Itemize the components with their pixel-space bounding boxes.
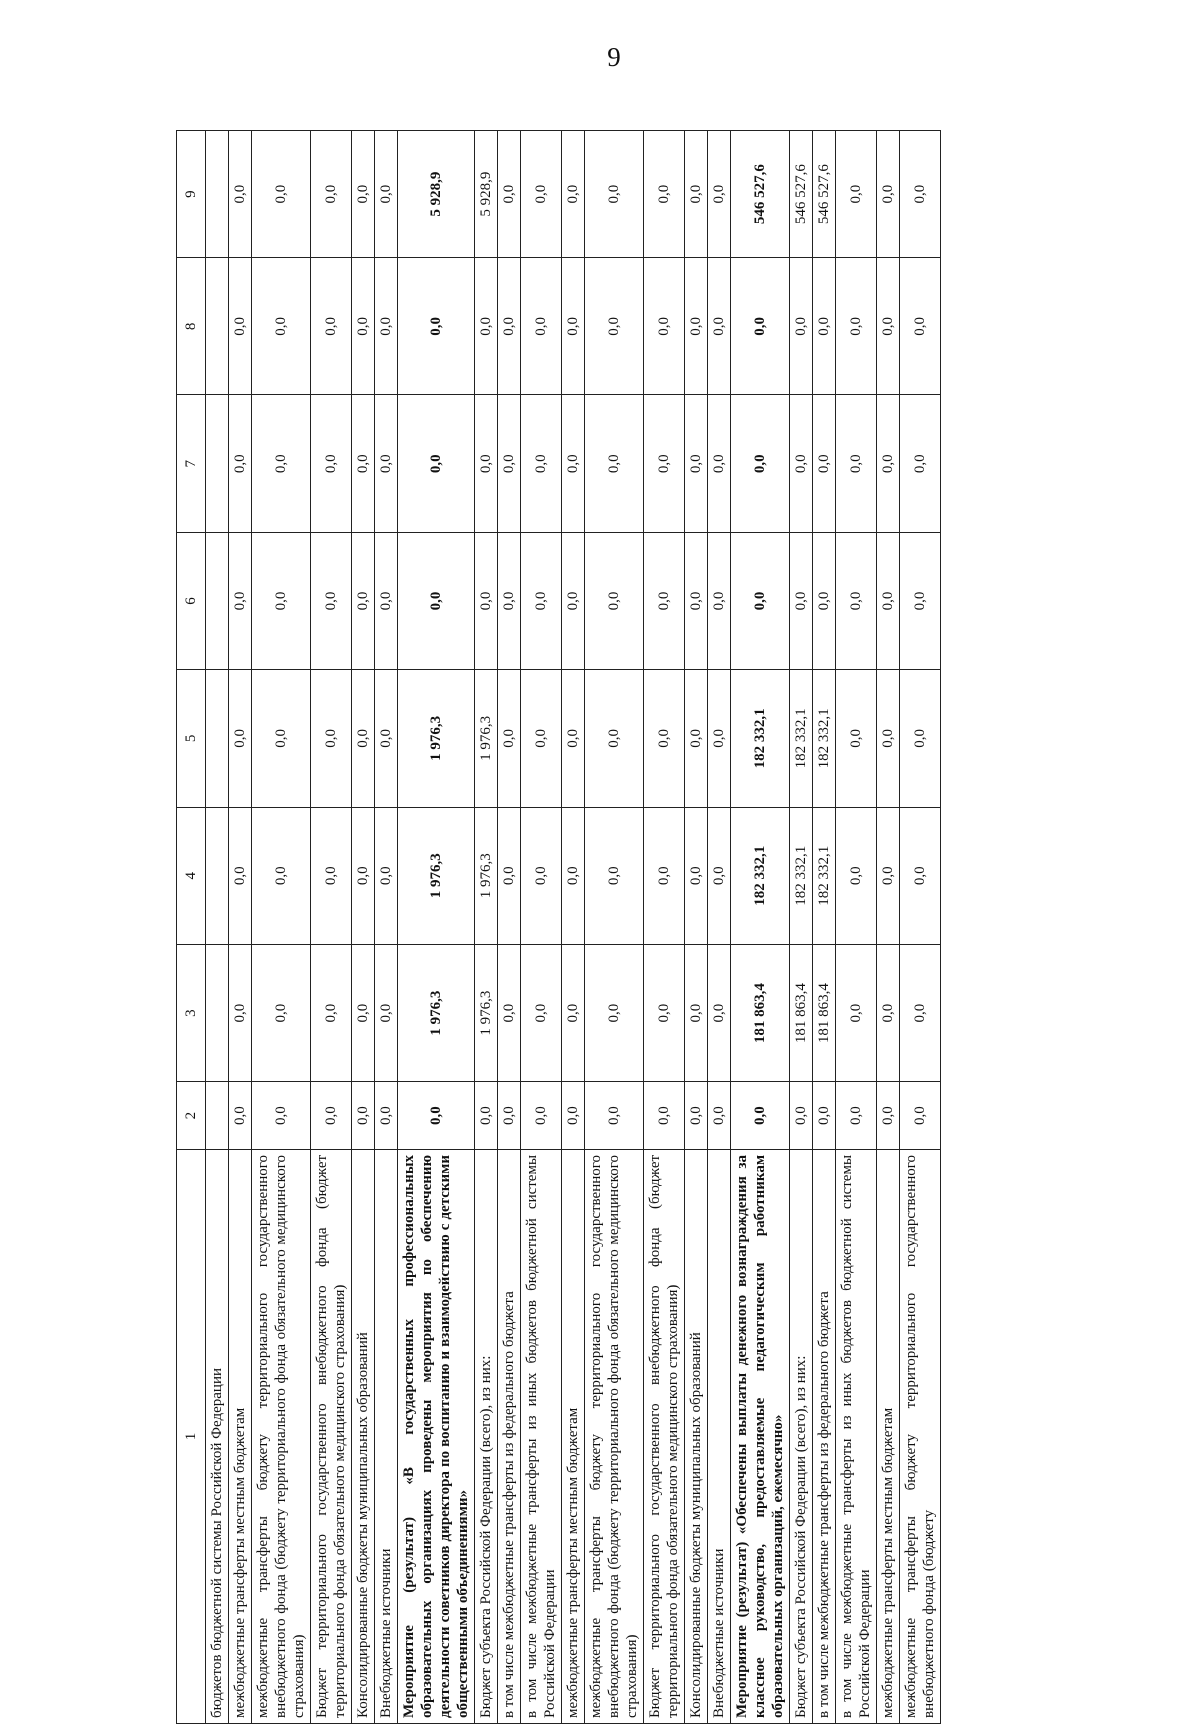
- value-cell: 0,0: [585, 1082, 644, 1150]
- value-cell: 0,0: [475, 1082, 498, 1150]
- value-cell: 0,0: [375, 395, 398, 532]
- row-label: в том числе межбюджетные трансферты из федерального бюджета: [813, 1149, 836, 1723]
- value-cell: 0,0: [877, 131, 900, 258]
- value-cell: 0,0: [311, 944, 352, 1081]
- header-cell: 5: [177, 670, 206, 807]
- value-cell: 0,0: [836, 1082, 877, 1150]
- value-cell: 0,0: [685, 131, 708, 258]
- value-cell: 0,0: [311, 807, 352, 944]
- value-cell: 0,0: [585, 807, 644, 944]
- row-label: межбюджетные трансферты бюджету территориального государственного внебюджетного фонда (бюджету территориального фонда обязательного медицинского страхования): [585, 1149, 644, 1723]
- row-label: межбюджетные трансферты местным бюджетам: [877, 1149, 900, 1723]
- value-cell: 182 332,1: [813, 807, 836, 944]
- header-cell: 6: [177, 532, 206, 669]
- value-cell: 0,0: [398, 395, 475, 532]
- row-label: Внебюджетные источники: [375, 1149, 398, 1723]
- value-cell: 0,0: [252, 1082, 311, 1150]
- value-cell: 0,0: [685, 258, 708, 395]
- value-cell: 0,0: [521, 258, 562, 395]
- value-cell: 0,0: [877, 944, 900, 1081]
- value-cell: 182 332,1: [813, 670, 836, 807]
- value-cell: 1 976,3: [475, 807, 498, 944]
- value-cell: 0,0: [585, 944, 644, 1081]
- value-cell: 1 976,3: [398, 944, 475, 1081]
- value-cell: 0,0: [731, 258, 790, 395]
- value-cell: 0,0: [644, 131, 685, 258]
- value-cell: 181 863,4: [790, 944, 813, 1081]
- table-row: [585, 131, 644, 1724]
- header-cell: 4: [177, 807, 206, 944]
- value-cell: 0,0: [352, 944, 375, 1081]
- value-cell: 0,0: [685, 532, 708, 669]
- value-cell: 0,0: [644, 1082, 685, 1150]
- value-cell: [206, 395, 229, 532]
- value-cell: 0,0: [685, 670, 708, 807]
- row-label: межбюджетные трансферты бюджету территориального государственного внебюджетного фонда (бюджету: [900, 1149, 941, 1723]
- value-cell: 0,0: [311, 131, 352, 258]
- table-row: [644, 131, 685, 1724]
- value-cell: 0,0: [498, 670, 521, 807]
- value-cell: 0,0: [813, 395, 836, 532]
- value-cell: 0,0: [311, 395, 352, 532]
- value-cell: 0,0: [252, 670, 311, 807]
- row-label: Мероприятие (результат) «В государственных профессиональных образовательных организациях проведены мероприятия по обеспечению деятельности советников директора по воспитанию и взаимодействию с детскими общественными объединениями»: [398, 1149, 475, 1723]
- value-cell: 5 928,9: [475, 131, 498, 258]
- value-cell: 0,0: [398, 258, 475, 395]
- value-cell: 0,0: [311, 532, 352, 669]
- value-cell: [206, 258, 229, 395]
- table-row: [475, 131, 498, 1724]
- table-row: [877, 131, 900, 1724]
- value-cell: 0,0: [836, 395, 877, 532]
- value-cell: 181 863,4: [731, 944, 790, 1081]
- table-row: [229, 131, 252, 1724]
- table-row: [900, 131, 941, 1724]
- value-cell: 0,0: [685, 944, 708, 1081]
- value-cell: 0,0: [685, 807, 708, 944]
- value-cell: [206, 532, 229, 669]
- value-cell: 0,0: [731, 532, 790, 669]
- value-cell: 0,0: [644, 258, 685, 395]
- value-cell: 0,0: [562, 395, 585, 532]
- row-label: межбюджетные трансферты местным бюджетам: [229, 1149, 252, 1723]
- value-cell: 182 332,1: [731, 807, 790, 944]
- value-cell: 0,0: [498, 807, 521, 944]
- value-cell: 0,0: [585, 395, 644, 532]
- value-cell: 0,0: [900, 944, 941, 1081]
- row-label: Консолидированные бюджеты муниципальных образований: [352, 1149, 375, 1723]
- value-cell: 0,0: [352, 131, 375, 258]
- value-cell: 0,0: [562, 1082, 585, 1150]
- value-cell: 0,0: [877, 807, 900, 944]
- value-cell: [206, 944, 229, 1081]
- value-cell: [206, 131, 229, 258]
- header-cell: 3: [177, 944, 206, 1081]
- value-cell: 1 976,3: [475, 670, 498, 807]
- value-cell: 1 976,3: [398, 807, 475, 944]
- header-row: [177, 131, 206, 1724]
- value-cell: 0,0: [352, 395, 375, 532]
- row-label: Мероприятие (результат) «Обеспечены выплаты денежного вознаграждения за классное руководство, предоставляемые педагогическим работникам образовательных организаций, ежемесячно»: [731, 1149, 790, 1723]
- header-cell: 1: [177, 1149, 206, 1723]
- header-cell: 8: [177, 258, 206, 395]
- row-label: Бюджет субъекта Российской Федерации (всего), из них:: [790, 1149, 813, 1723]
- value-cell: 0,0: [229, 532, 252, 669]
- table-row: [252, 131, 311, 1724]
- value-cell: 0,0: [731, 395, 790, 532]
- value-cell: 0,0: [498, 1082, 521, 1150]
- value-cell: 0,0: [562, 258, 585, 395]
- value-cell: 546 527,6: [813, 131, 836, 258]
- value-cell: 182 332,1: [731, 670, 790, 807]
- table-body: [206, 131, 941, 1724]
- value-cell: 0,0: [498, 944, 521, 1081]
- value-cell: 0,0: [562, 944, 585, 1081]
- value-cell: 0,0: [252, 395, 311, 532]
- value-cell: 0,0: [398, 532, 475, 669]
- value-cell: 0,0: [585, 670, 644, 807]
- value-cell: 546 527,6: [790, 131, 813, 258]
- table-row: [562, 131, 585, 1724]
- table-row: [731, 131, 790, 1724]
- value-cell: 0,0: [585, 258, 644, 395]
- value-cell: 0,0: [252, 131, 311, 258]
- value-cell: 0,0: [521, 670, 562, 807]
- value-cell: 0,0: [708, 807, 731, 944]
- value-cell: 0,0: [708, 944, 731, 1081]
- value-cell: 0,0: [708, 1082, 731, 1150]
- value-cell: 0,0: [813, 258, 836, 395]
- value-cell: 182 332,1: [790, 807, 813, 944]
- value-cell: 0,0: [836, 258, 877, 395]
- value-cell: 0,0: [685, 1082, 708, 1150]
- value-cell: 0,0: [644, 807, 685, 944]
- value-cell: 0,0: [252, 532, 311, 669]
- value-cell: 0,0: [475, 258, 498, 395]
- value-cell: 0,0: [252, 258, 311, 395]
- value-cell: 182 332,1: [790, 670, 813, 807]
- value-cell: 0,0: [731, 1082, 790, 1150]
- value-cell: 0,0: [644, 532, 685, 669]
- value-cell: 0,0: [562, 532, 585, 669]
- value-cell: 0,0: [836, 532, 877, 669]
- table-row: [813, 131, 836, 1724]
- value-cell: 0,0: [375, 532, 398, 669]
- value-cell: 0,0: [398, 1082, 475, 1150]
- value-cell: 0,0: [813, 1082, 836, 1150]
- value-cell: 0,0: [229, 670, 252, 807]
- table-row: [521, 131, 562, 1724]
- row-label: межбюджетные трансферты местным бюджетам: [562, 1149, 585, 1723]
- header-cell: 9: [177, 131, 206, 258]
- value-cell: 0,0: [311, 1082, 352, 1150]
- value-cell: 0,0: [252, 944, 311, 1081]
- value-cell: 1 976,3: [475, 944, 498, 1081]
- value-cell: 0,0: [900, 131, 941, 258]
- table-row: [398, 131, 475, 1724]
- value-cell: 0,0: [900, 532, 941, 669]
- value-cell: 0,0: [644, 944, 685, 1081]
- value-cell: 0,0: [521, 395, 562, 532]
- value-cell: 0,0: [521, 807, 562, 944]
- value-cell: 0,0: [644, 670, 685, 807]
- value-cell: 0,0: [252, 807, 311, 944]
- row-label: Консолидированные бюджеты муниципальных образований: [685, 1149, 708, 1723]
- value-cell: 0,0: [475, 532, 498, 669]
- value-cell: 0,0: [311, 670, 352, 807]
- table-row: [836, 131, 877, 1724]
- row-label: в том числе межбюджетные трансферты из федерального бюджета: [498, 1149, 521, 1723]
- value-cell: 0,0: [877, 1082, 900, 1150]
- table-row: [708, 131, 731, 1724]
- value-cell: 0,0: [790, 258, 813, 395]
- value-cell: 0,0: [375, 807, 398, 944]
- value-cell: 0,0: [521, 1082, 562, 1150]
- value-cell: 0,0: [790, 395, 813, 532]
- value-cell: 0,0: [229, 807, 252, 944]
- value-cell: 0,0: [229, 944, 252, 1081]
- value-cell: 0,0: [708, 395, 731, 532]
- row-label: в том числе межбюджетные трансферты из иных бюджетов бюджетной системы Российской Федерации: [521, 1149, 562, 1723]
- value-cell: 0,0: [877, 670, 900, 807]
- row-label: Бюджет территориального государственного внебюджетного фонда (бюджет территориального фонда обязательного медицинского страхования): [311, 1149, 352, 1723]
- value-cell: 0,0: [375, 944, 398, 1081]
- value-cell: 0,0: [877, 395, 900, 532]
- value-cell: 0,0: [790, 1082, 813, 1150]
- header-cell: 7: [177, 395, 206, 532]
- value-cell: [206, 1082, 229, 1150]
- value-cell: 0,0: [375, 131, 398, 258]
- value-cell: 0,0: [708, 532, 731, 669]
- value-cell: 0,0: [352, 532, 375, 669]
- value-cell: 0,0: [790, 532, 813, 669]
- value-cell: 0,0: [900, 670, 941, 807]
- header-cell: 2: [177, 1082, 206, 1150]
- value-cell: 0,0: [900, 395, 941, 532]
- value-cell: 0,0: [352, 807, 375, 944]
- row-label: Внебюджетные источники: [708, 1149, 731, 1723]
- table-row: [311, 131, 352, 1724]
- value-cell: 0,0: [900, 1082, 941, 1150]
- value-cell: 0,0: [229, 258, 252, 395]
- value-cell: 0,0: [813, 532, 836, 669]
- value-cell: 0,0: [644, 395, 685, 532]
- value-cell: 0,0: [585, 131, 644, 258]
- value-cell: 0,0: [708, 670, 731, 807]
- value-cell: 0,0: [498, 131, 521, 258]
- value-cell: 0,0: [352, 258, 375, 395]
- table-row: [352, 131, 375, 1724]
- value-cell: 0,0: [521, 532, 562, 669]
- value-cell: 0,0: [498, 258, 521, 395]
- table-row: [685, 131, 708, 1724]
- value-cell: 0,0: [375, 258, 398, 395]
- page-number: 9: [607, 42, 621, 72]
- value-cell: 0,0: [877, 532, 900, 669]
- table-row: [375, 131, 398, 1724]
- value-cell: 0,0: [475, 395, 498, 532]
- value-cell: 0,0: [229, 1082, 252, 1150]
- value-cell: 0,0: [900, 258, 941, 395]
- value-cell: 0,0: [836, 944, 877, 1081]
- row-label: в том числе межбюджетные трансферты из иных бюджетов бюджетной системы Российской Федерации: [836, 1149, 877, 1723]
- value-cell: 0,0: [562, 131, 585, 258]
- value-cell: 0,0: [375, 670, 398, 807]
- value-cell: 5 928,9: [398, 131, 475, 258]
- value-cell: 0,0: [877, 258, 900, 395]
- value-cell: 0,0: [352, 670, 375, 807]
- value-cell: 0,0: [585, 532, 644, 669]
- budget-table: [176, 130, 941, 1724]
- table-row: [498, 131, 521, 1724]
- value-cell: [206, 807, 229, 944]
- rotated-table-container: [176, 130, 1126, 1724]
- value-cell: 181 863,4: [813, 944, 836, 1081]
- value-cell: 0,0: [836, 131, 877, 258]
- value-cell: 0,0: [836, 670, 877, 807]
- value-cell: 1 976,3: [398, 670, 475, 807]
- value-cell: 0,0: [498, 395, 521, 532]
- table-row: [206, 131, 229, 1724]
- table-frame: [176, 130, 1200, 1718]
- value-cell: 0,0: [708, 131, 731, 258]
- value-cell: 0,0: [562, 670, 585, 807]
- row-label: Бюджет территориального государственного внебюджетного фонда (бюджет территориального фонда обязательного медицинского страхования): [644, 1149, 685, 1723]
- row-label: Бюджет субъекта Российской Федерации (всего), из них:: [475, 1149, 498, 1723]
- value-cell: 0,0: [562, 807, 585, 944]
- value-cell: 0,0: [900, 807, 941, 944]
- value-cell: 0,0: [352, 1082, 375, 1150]
- value-cell: 0,0: [685, 395, 708, 532]
- table-row: [790, 131, 813, 1724]
- value-cell: 0,0: [229, 131, 252, 258]
- value-cell: 0,0: [498, 532, 521, 669]
- value-cell: [206, 670, 229, 807]
- value-cell: 0,0: [708, 258, 731, 395]
- value-cell: 0,0: [836, 807, 877, 944]
- value-cell: 546 527,6: [731, 131, 790, 258]
- row-label: межбюджетные трансферты бюджету территориального государственного внебюджетного фонда (бюджету территориального фонда обязательного медицинского страхования): [252, 1149, 311, 1723]
- row-label: бюджетов бюджетной системы Российской Федерации: [206, 1149, 229, 1723]
- value-cell: 0,0: [311, 258, 352, 395]
- value-cell: 0,0: [521, 944, 562, 1081]
- value-cell: 0,0: [375, 1082, 398, 1150]
- value-cell: 0,0: [521, 131, 562, 258]
- value-cell: 0,0: [229, 395, 252, 532]
